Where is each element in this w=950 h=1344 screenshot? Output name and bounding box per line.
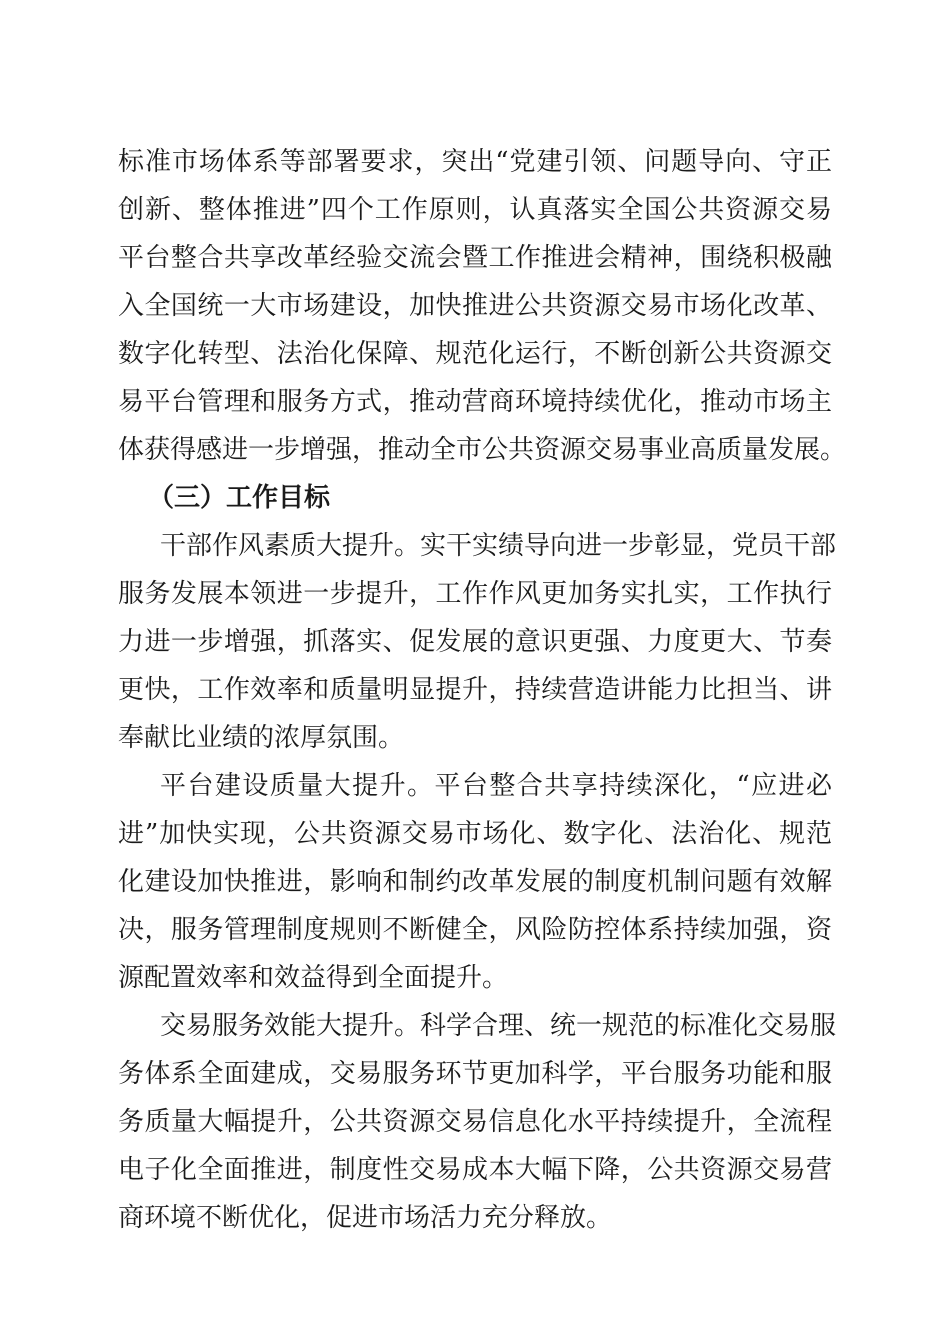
paragraph-3-line-2: 进”加快实现，公共资源交易市场化、数字化、法治化、规范 bbox=[118, 819, 832, 849]
paragraph-4-line-4: 电子化全面推进，制度性交易成本大幅下降，公共资源交易营 bbox=[118, 1155, 832, 1185]
paragraph-2-line-4: 更快，工作效率和质量明显提升，持续营造讲能力比担当、讲 bbox=[118, 675, 832, 705]
paragraph-2-line-3: 力进一步增强，抓落实、促发展的意识更强、力度更大、节奏 bbox=[118, 627, 832, 657]
paragraph-1-line-3: 平台整合共享改革经验交流会暨工作推进会精神，围绕积极融 bbox=[118, 243, 832, 273]
paragraph-1-line-2: 创新、整体推进”四个工作原则，认真落实全国公共资源交易 bbox=[118, 195, 832, 225]
paragraph-3-line-4: 决，服务管理制度规则不断健全，风险防控体系持续加强，资 bbox=[118, 915, 832, 945]
paragraph-3-line-3: 化建设加快推进，影响和制约改革发展的制度机制问题有效解 bbox=[118, 867, 832, 897]
paragraph-3-line-5: 源配置效率和效益得到全面提升。 bbox=[118, 963, 509, 993]
paragraph-4-line-3: 务质量大幅提升，公共资源交易信息化水平持续提升，全流程 bbox=[118, 1107, 832, 1137]
paragraph-1-line-6: 易平台管理和服务方式，推动营商环境持续优化，推动市场主 bbox=[118, 387, 832, 417]
paragraph-2-line-1: 干部作风素质大提升。实干实绩导向进一步彰显，党员干部 bbox=[160, 531, 837, 561]
paragraph-3-line-1: 平台建设质量大提升。平台整合共享持续深化，“应进必 bbox=[160, 771, 832, 801]
paragraph-4-line-2: 务体系全面建成，交易服务环节更加科学，平台服务功能和服 bbox=[118, 1059, 832, 1089]
paragraph-1-line-1: 标准市场体系等部署要求，突出“党建引领、问题导向、守正 bbox=[118, 147, 832, 177]
paragraph-1-line-7: 体获得感进一步增强，推动全市公共资源交易事业高质量发展。 bbox=[118, 435, 847, 465]
paragraph-1-line-4: 入全国统一大市场建设，加快推进公共资源交易市场化改革、 bbox=[118, 291, 832, 321]
paragraph-2-line-2: 服务发展本领进一步提升，工作作风更加务实扎实，工作执行 bbox=[118, 579, 832, 609]
paragraph-1-line-5: 数字化转型、法治化保障、规范化运行，不断创新公共资源交 bbox=[118, 339, 832, 369]
section-heading: （三）工作目标 bbox=[148, 483, 331, 513]
paragraph-4-line-5: 商环境不断优化，促进市场活力充分释放。 bbox=[118, 1203, 613, 1233]
paragraph-4-line-1: 交易服务效能大提升。科学合理、统一规范的标准化交易服 bbox=[160, 1011, 837, 1041]
paragraph-2-line-5: 奉献比业绩的浓厚氛围。 bbox=[118, 723, 405, 753]
